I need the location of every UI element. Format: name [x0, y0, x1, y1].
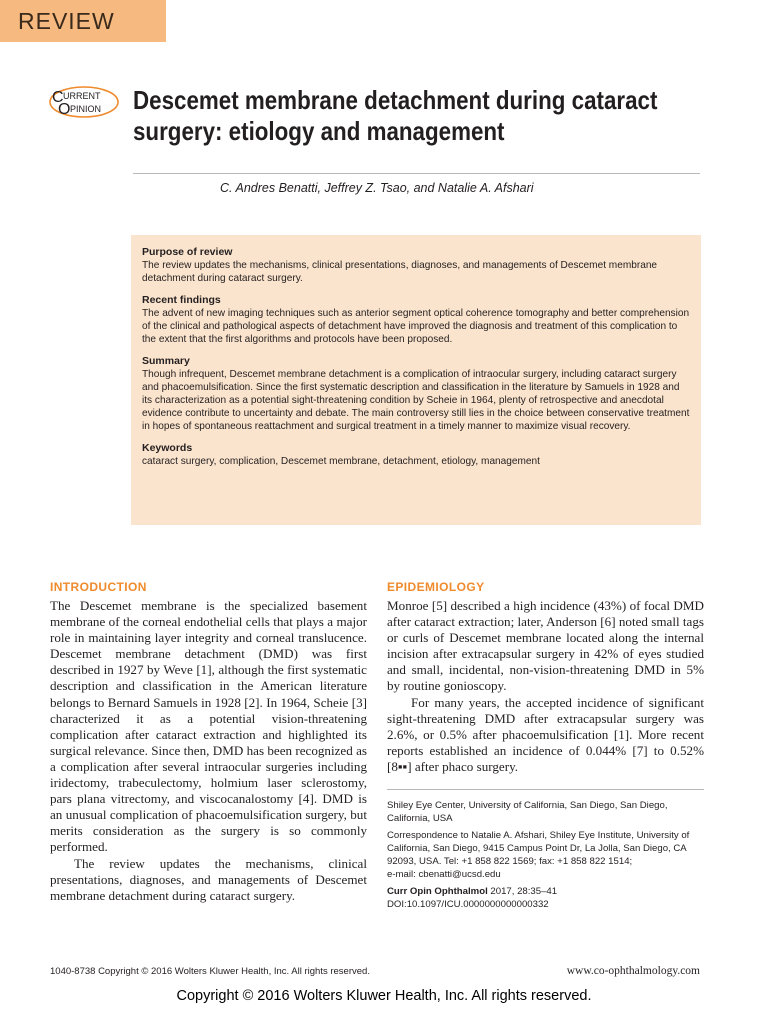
affiliation-note: Shiley Eye Center, University of California, San Diego, San Diego, California, USA — [387, 800, 668, 825]
abstract-box — [131, 235, 701, 525]
introduction-heading: INTRODUCTION — [50, 580, 147, 594]
title-divider — [133, 173, 700, 174]
epidemiology-paragraph-2: For many years, the accepted incidence of significant sight-threatening DMD after extracapsular surgery was 2.6%, or 0.5% after phacoemulsification [1]. More recent reports established an incidence of 0.044% [7] to 0.52% [8▪▪] after phaco surgery. — [387, 694, 704, 774]
footer-website-link[interactable]: www.co-ophthalmology.com — [566, 965, 700, 977]
epidemiology-paragraph-1: Monroe [5] described a high incidence (43%) of focal DMD after cataract extraction; later, Anderson [6] noted small tags or curls of Descemet membrane located along the internal incision after extracapsular surgery in 42% of eyes studied and small, incidental, non-vision-threatening DMD in 5% by routine gonioscopy. — [387, 598, 704, 694]
footer-issn-copyright: 1040-8738 Copyright © 2016 Wolters Kluwer Health, Inc. All rights reserved. — [50, 966, 370, 977]
review-tab — [0, 0, 166, 42]
journal-name: Curr Opin Ophthalmol — [387, 886, 488, 898]
logo-text-current: URRENT — [63, 91, 101, 101]
article-title — [133, 85, 658, 147]
summary-heading: Summary — [142, 355, 190, 367]
doi-line: DOI:10.1097/ICU.0000000000000332 — [387, 899, 549, 911]
epidemiology-heading: EPIDEMIOLOGY — [387, 580, 485, 594]
findings-text: The advent of new imaging techniques such as anterior segment optical coherence tomography and better comprehension of the clinical and pathological aspects of detachment have improved the diagnosis and treatment of this complication to the extent that the first algorithms and protocols have been proposed. — [142, 308, 690, 345]
article-title-line-1: Descemet membrane detachment during cataract — [133, 85, 658, 115]
current-opinion-logo — [48, 85, 120, 119]
introduction-paragraph-2: The review updates the mechanisms, clinical presentations, diagnoses, and managements of Descemet membrane detachment during cataract surgery. — [50, 855, 367, 903]
purpose-text: The review updates the mechanisms, clinical presentations, diagnoses, and managements of Descemet membrane detachment during cataract surgery. — [142, 260, 658, 284]
copyright-banner: Copyright © 2016 Wolters Kluwer Health, Inc. All rights reserved. — [176, 988, 592, 1004]
right-column — [387, 580, 704, 911]
author-list: C. Andres Benatti, Jeffrey Z. Tsao, and Natalie A. Afshari — [220, 181, 534, 195]
article-title-line-2: surgery: etiology and management — [133, 116, 505, 146]
keywords-text: cataract surgery, complication, Descemet membrane, detachment, etiology, management — [142, 456, 540, 467]
keywords-heading: Keywords — [142, 442, 193, 454]
summary-text: Though infrequent, Descemet membrane detachment is a complication of intraocular surgery, including cataract surgery and phacoemulsification. Since the first systematic description and classification in the literature by Samuels in 1928 and its characterization as a potential sight-threatening condition by Scheie in 1964, plenty of retrospective and anecdotal evidence contribute to uncertainty and debate. The main controversy still lies in the choice between conservative treatment in hopes of spontaneous reattachment and surgical treatment in a timely manner to maximize visual recovery. — [142, 369, 690, 432]
notes-divider — [387, 789, 704, 790]
logo-letter-o: O — [58, 101, 71, 118]
logo-text-opinion: PINION — [70, 104, 102, 114]
email-note: e-mail: cbenatti@ucsd.edu — [387, 869, 501, 881]
purpose-heading: Purpose of review — [142, 246, 233, 258]
logo-letter-c: C — [52, 89, 64, 106]
findings-heading: Recent findings — [142, 294, 221, 306]
introduction-paragraph-1: The Descemet membrane is the specialized basement membrane of the corneal endothelial cells that plays a major role in maintaining layer integrity and corneal translucence. Descemet membrane detachment (DMD) was first described in 1927 by Weve [1], although the first systematic description and classification in the American literature belongs to Bernard Samuels in 1928 [2]. In 1964, Scheie [3] characterized it as a potential vision-threatening complication after cataract extraction and highlighted its surgical relevance. Since then, DMD has been recognized as a complication after several intraocular surgeries including iridectomy, trabeculectomy, holmium laser sclerostomy, pars plana vitrectomy, and viscocanalostomy [4]. DMD is an unusual complication of phacoemulsification surgery, but merits consideration as the surgery is so commonly performed. — [50, 598, 367, 855]
correspondence-note: Correspondence to Natalie A. Afshari, Shiley Eye Institute, University of California, San Diego, 9415 Campus Point Dr, La Jolla, San Diego, CA 92093, USA. Tel: +1 858 822 1569; fax: +1 858 822 1514; — [387, 830, 690, 868]
left-column — [50, 580, 367, 904]
journal-citation — [387, 885, 704, 898]
review-tab-label: REVIEW — [18, 7, 115, 34]
journal-volume: 2017, 28:35–41 — [490, 886, 558, 898]
